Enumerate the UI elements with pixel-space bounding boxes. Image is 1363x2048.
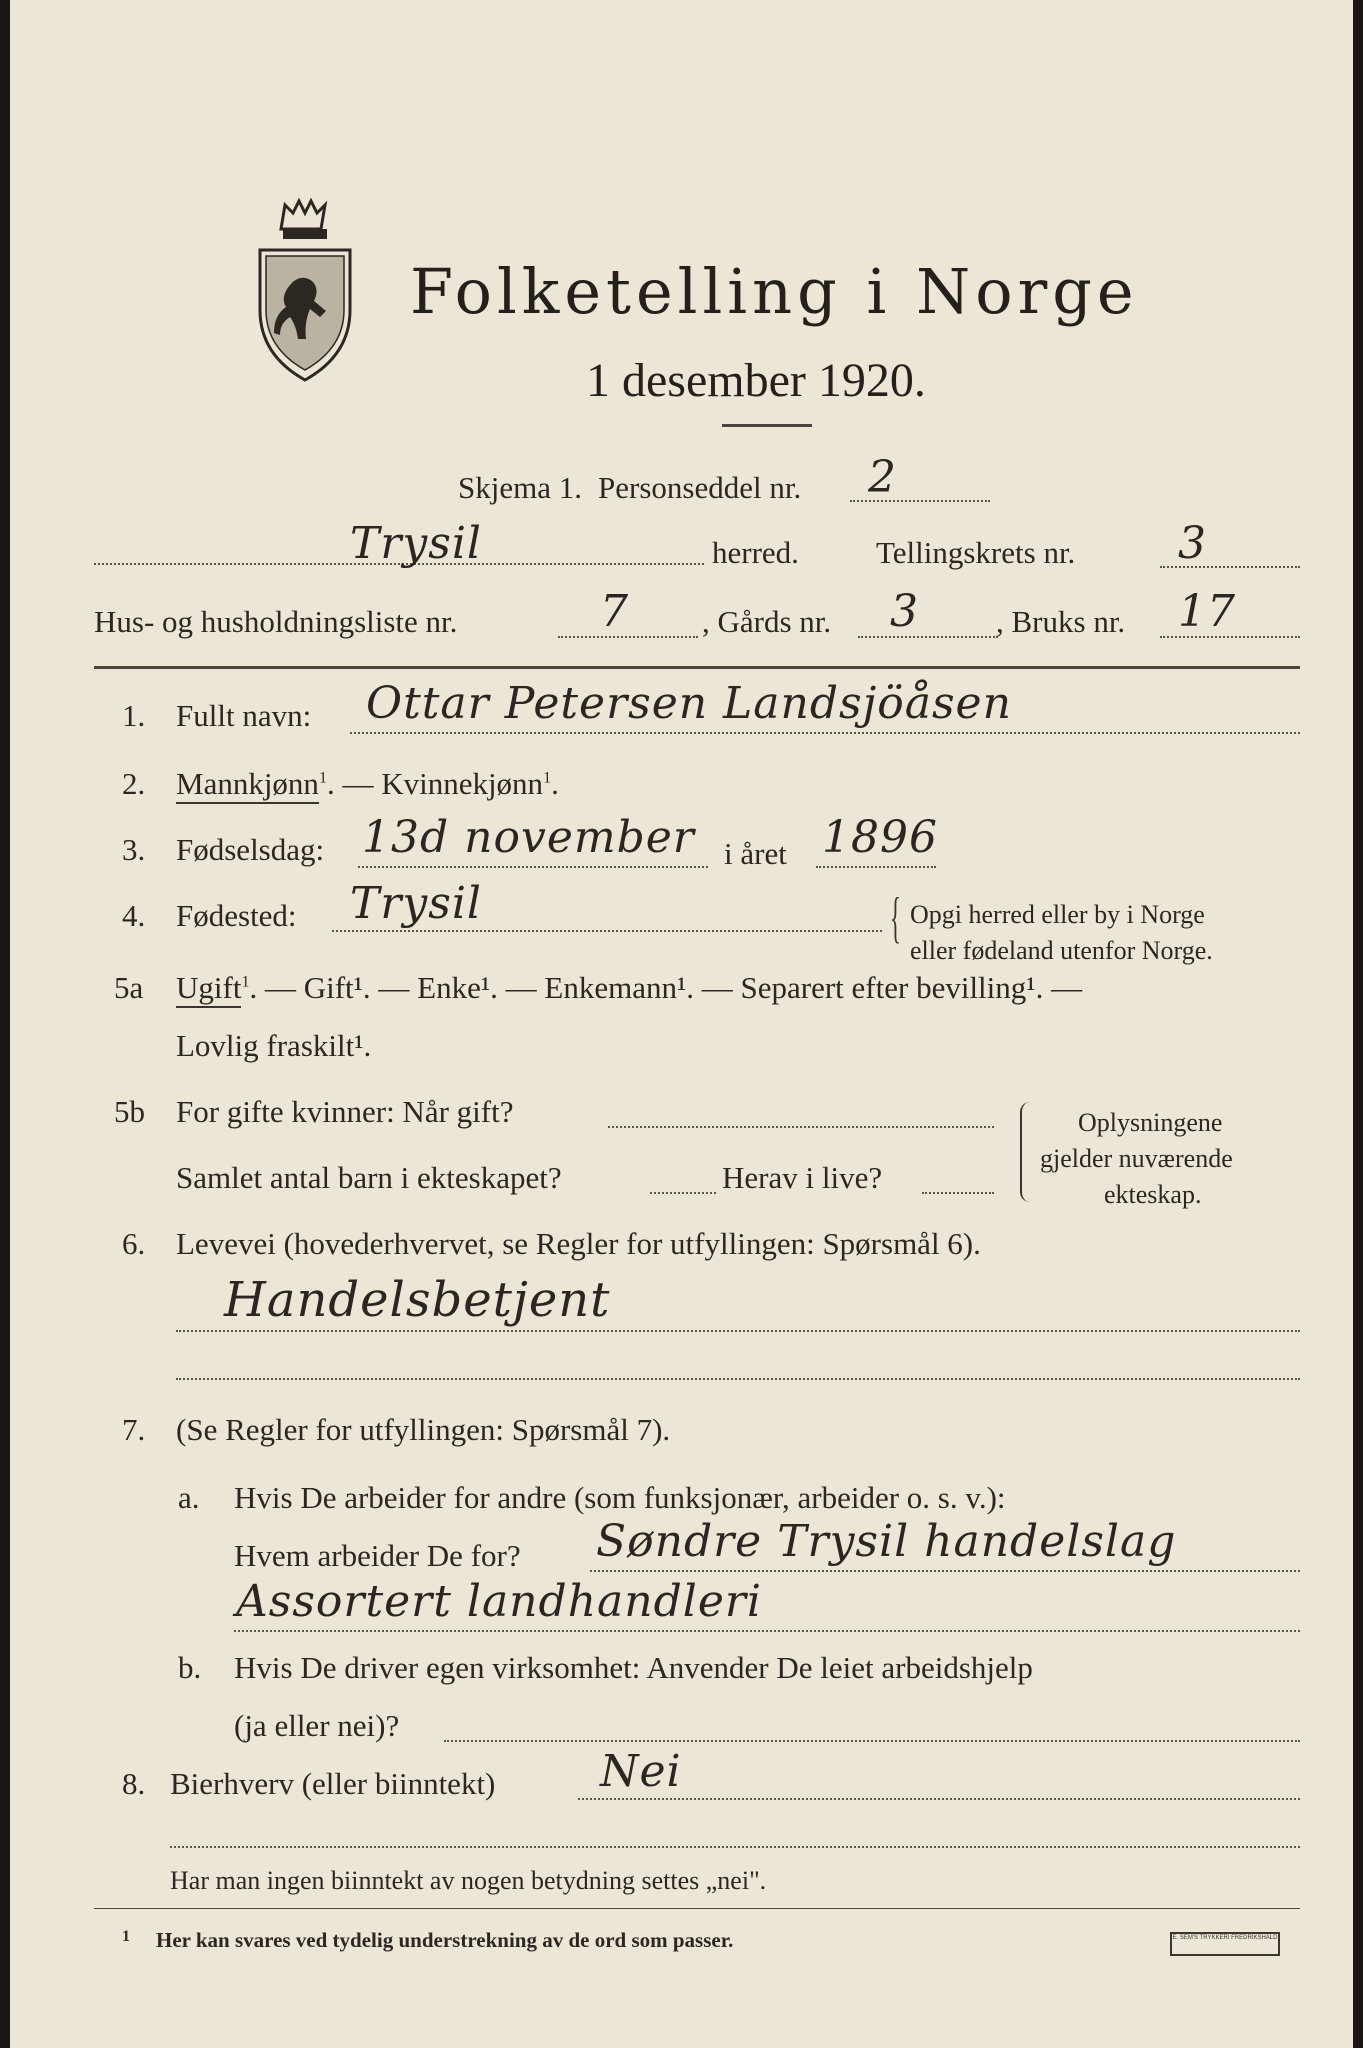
q4-line xyxy=(332,930,882,932)
q7a-line1 xyxy=(590,1570,1300,1572)
q7-label: (Se Regler for utfyllingen: Spørsmål 7). xyxy=(176,1412,671,1447)
norway-coat-of-arms-icon xyxy=(250,195,360,385)
q5a-fraskilt: Lovlig fraskilt¹. xyxy=(176,1028,372,1063)
q3-number: 3. xyxy=(122,832,146,867)
q5b-note-line2: gjelder nuværende xyxy=(1040,1144,1233,1173)
q5b-number: 5b xyxy=(114,1094,145,1129)
q5b-children-alive: Herav i live? xyxy=(722,1160,883,1195)
q6-line2 xyxy=(176,1378,1300,1380)
gards-value: 3 xyxy=(890,586,919,637)
q5b-when-line xyxy=(608,1126,994,1128)
q7a-employer: Søndre Trysil handelslag xyxy=(596,1516,1177,1567)
q7b-question: (ja eller nei)? xyxy=(234,1708,400,1743)
q3-label: Fødselsdag: xyxy=(176,832,325,867)
census-date: 1 desember 1920. xyxy=(586,354,926,407)
q2-male-option: Mannkjønn xyxy=(176,766,319,804)
hus-value: 7 xyxy=(600,586,629,637)
q2-options: Mannkjønn$^1$. — Kvinnekjønn$^1$. xyxy=(176,766,559,802)
footnote-mark: 1 xyxy=(122,1928,130,1945)
footnote-text: Her kan svares ved tydelig understrekning av de ord som passer. xyxy=(156,1928,734,1952)
q8-line2 xyxy=(170,1846,1300,1848)
q1-label: Fullt navn: xyxy=(176,698,312,733)
q3-year-line xyxy=(816,866,936,868)
form-title: Folketelling i Norge xyxy=(410,255,1139,328)
q1-line xyxy=(350,732,1300,734)
q7a-letter: a. xyxy=(178,1480,200,1515)
q8-secondary-income: Nei xyxy=(600,1746,682,1797)
gards-label: , Gårds nr. xyxy=(702,604,832,639)
q7b-letter: b. xyxy=(178,1650,202,1685)
footer-divider xyxy=(94,1908,1300,1909)
q5b-alive-line xyxy=(922,1192,994,1194)
q4-note-line2: eller fødeland utenfor Norge. xyxy=(910,936,1213,965)
title-divider xyxy=(722,424,812,427)
q6-line1 xyxy=(176,1330,1300,1332)
herred-label: herred. xyxy=(712,535,799,570)
q7-number: 7. xyxy=(122,1412,146,1447)
gards-line xyxy=(858,636,998,638)
q4-note-line1: Opgi herred eller by i Norge xyxy=(910,900,1205,929)
q7b-line xyxy=(444,1740,1300,1742)
q5b-when-married: For gifte kvinner: Når gift? xyxy=(176,1094,514,1129)
q7a-employer-type: Assortert landhandleri xyxy=(236,1576,762,1627)
q5a-options: Ugift$^1$. — Gift¹. — Enke¹. — Enkemann¹. — Separert efter bevilling¹. — xyxy=(176,970,1082,1006)
personseddel-label: Personseddel nr. xyxy=(598,470,802,505)
schema-label: Skjema 1. xyxy=(458,470,582,505)
q3-date-line xyxy=(358,866,708,868)
q8-line1 xyxy=(578,1798,1300,1800)
q6-number: 6. xyxy=(122,1226,146,1261)
census-form-page xyxy=(10,0,1353,2048)
q8-label: Bierhverv (eller biinntekt) xyxy=(170,1766,496,1801)
footer-note: Har man ingen biinntekt av nogen betydning settes „nei". xyxy=(170,1866,767,1895)
q7a-text: Hvis De arbeider for andre (som funksjonær, arbeider o. s. v.): xyxy=(234,1480,1006,1515)
q5b-note-bracket xyxy=(1020,1102,1032,1202)
bruks-value: 17 xyxy=(1178,586,1236,637)
bruks-label: , Bruks nr. xyxy=(996,604,1126,639)
q6-label: Levevei (hovederhvervet, se Regler for utfyllingen: Spørsmål 6). xyxy=(176,1226,981,1261)
q5a-ugift-option: Ugift xyxy=(176,970,241,1008)
q1-number: 1. xyxy=(122,698,146,733)
q2-female-option: Kvinnekjønn xyxy=(381,766,544,801)
q4-note-brace: { xyxy=(890,887,901,949)
q7b-text: Hvis De driver egen virksomhet: Anvender De leiet arbeidshjelp xyxy=(234,1650,1033,1685)
herred-value: Trysil xyxy=(350,518,482,569)
q7a-question: Hvem arbeider De for? xyxy=(234,1538,521,1573)
q1-full-name: Ottar Petersen Landsjöåsen xyxy=(366,678,1012,729)
q3-birth-date: 13d november xyxy=(362,812,695,863)
q3-birth-year: 1896 xyxy=(822,812,938,863)
q5a-number: 5a xyxy=(114,970,144,1005)
q5b-children-line xyxy=(650,1192,716,1194)
q5b-children-total: Samlet antal barn i ekteskapet? xyxy=(176,1160,562,1195)
q5b-note-line3: ekteskap. xyxy=(1104,1180,1202,1209)
personseddel-value: 2 xyxy=(868,452,897,503)
q4-label: Fødested: xyxy=(176,898,297,933)
q4-number: 4. xyxy=(122,898,146,933)
printer-stamp: E. SEM'S TRYKKERI FREDRIKSHALD xyxy=(1170,1932,1280,1956)
tellingskrets-value: 3 xyxy=(1178,518,1207,569)
q6-occupation: Handelsbetjent xyxy=(224,1272,611,1328)
tellingskrets-label: Tellingskrets nr. xyxy=(876,535,1076,570)
q5b-note-line1: Oplysningene xyxy=(1078,1108,1223,1137)
q2-number: 2. xyxy=(122,766,146,801)
hus-label: Hus- og husholdningsliste nr. xyxy=(94,604,458,639)
q3-year-label: i året xyxy=(724,836,787,871)
header-divider xyxy=(94,666,1300,669)
q8-number: 8. xyxy=(122,1766,146,1801)
q4-birthplace: Trysil xyxy=(350,878,482,929)
q7a-line2 xyxy=(234,1630,1300,1632)
